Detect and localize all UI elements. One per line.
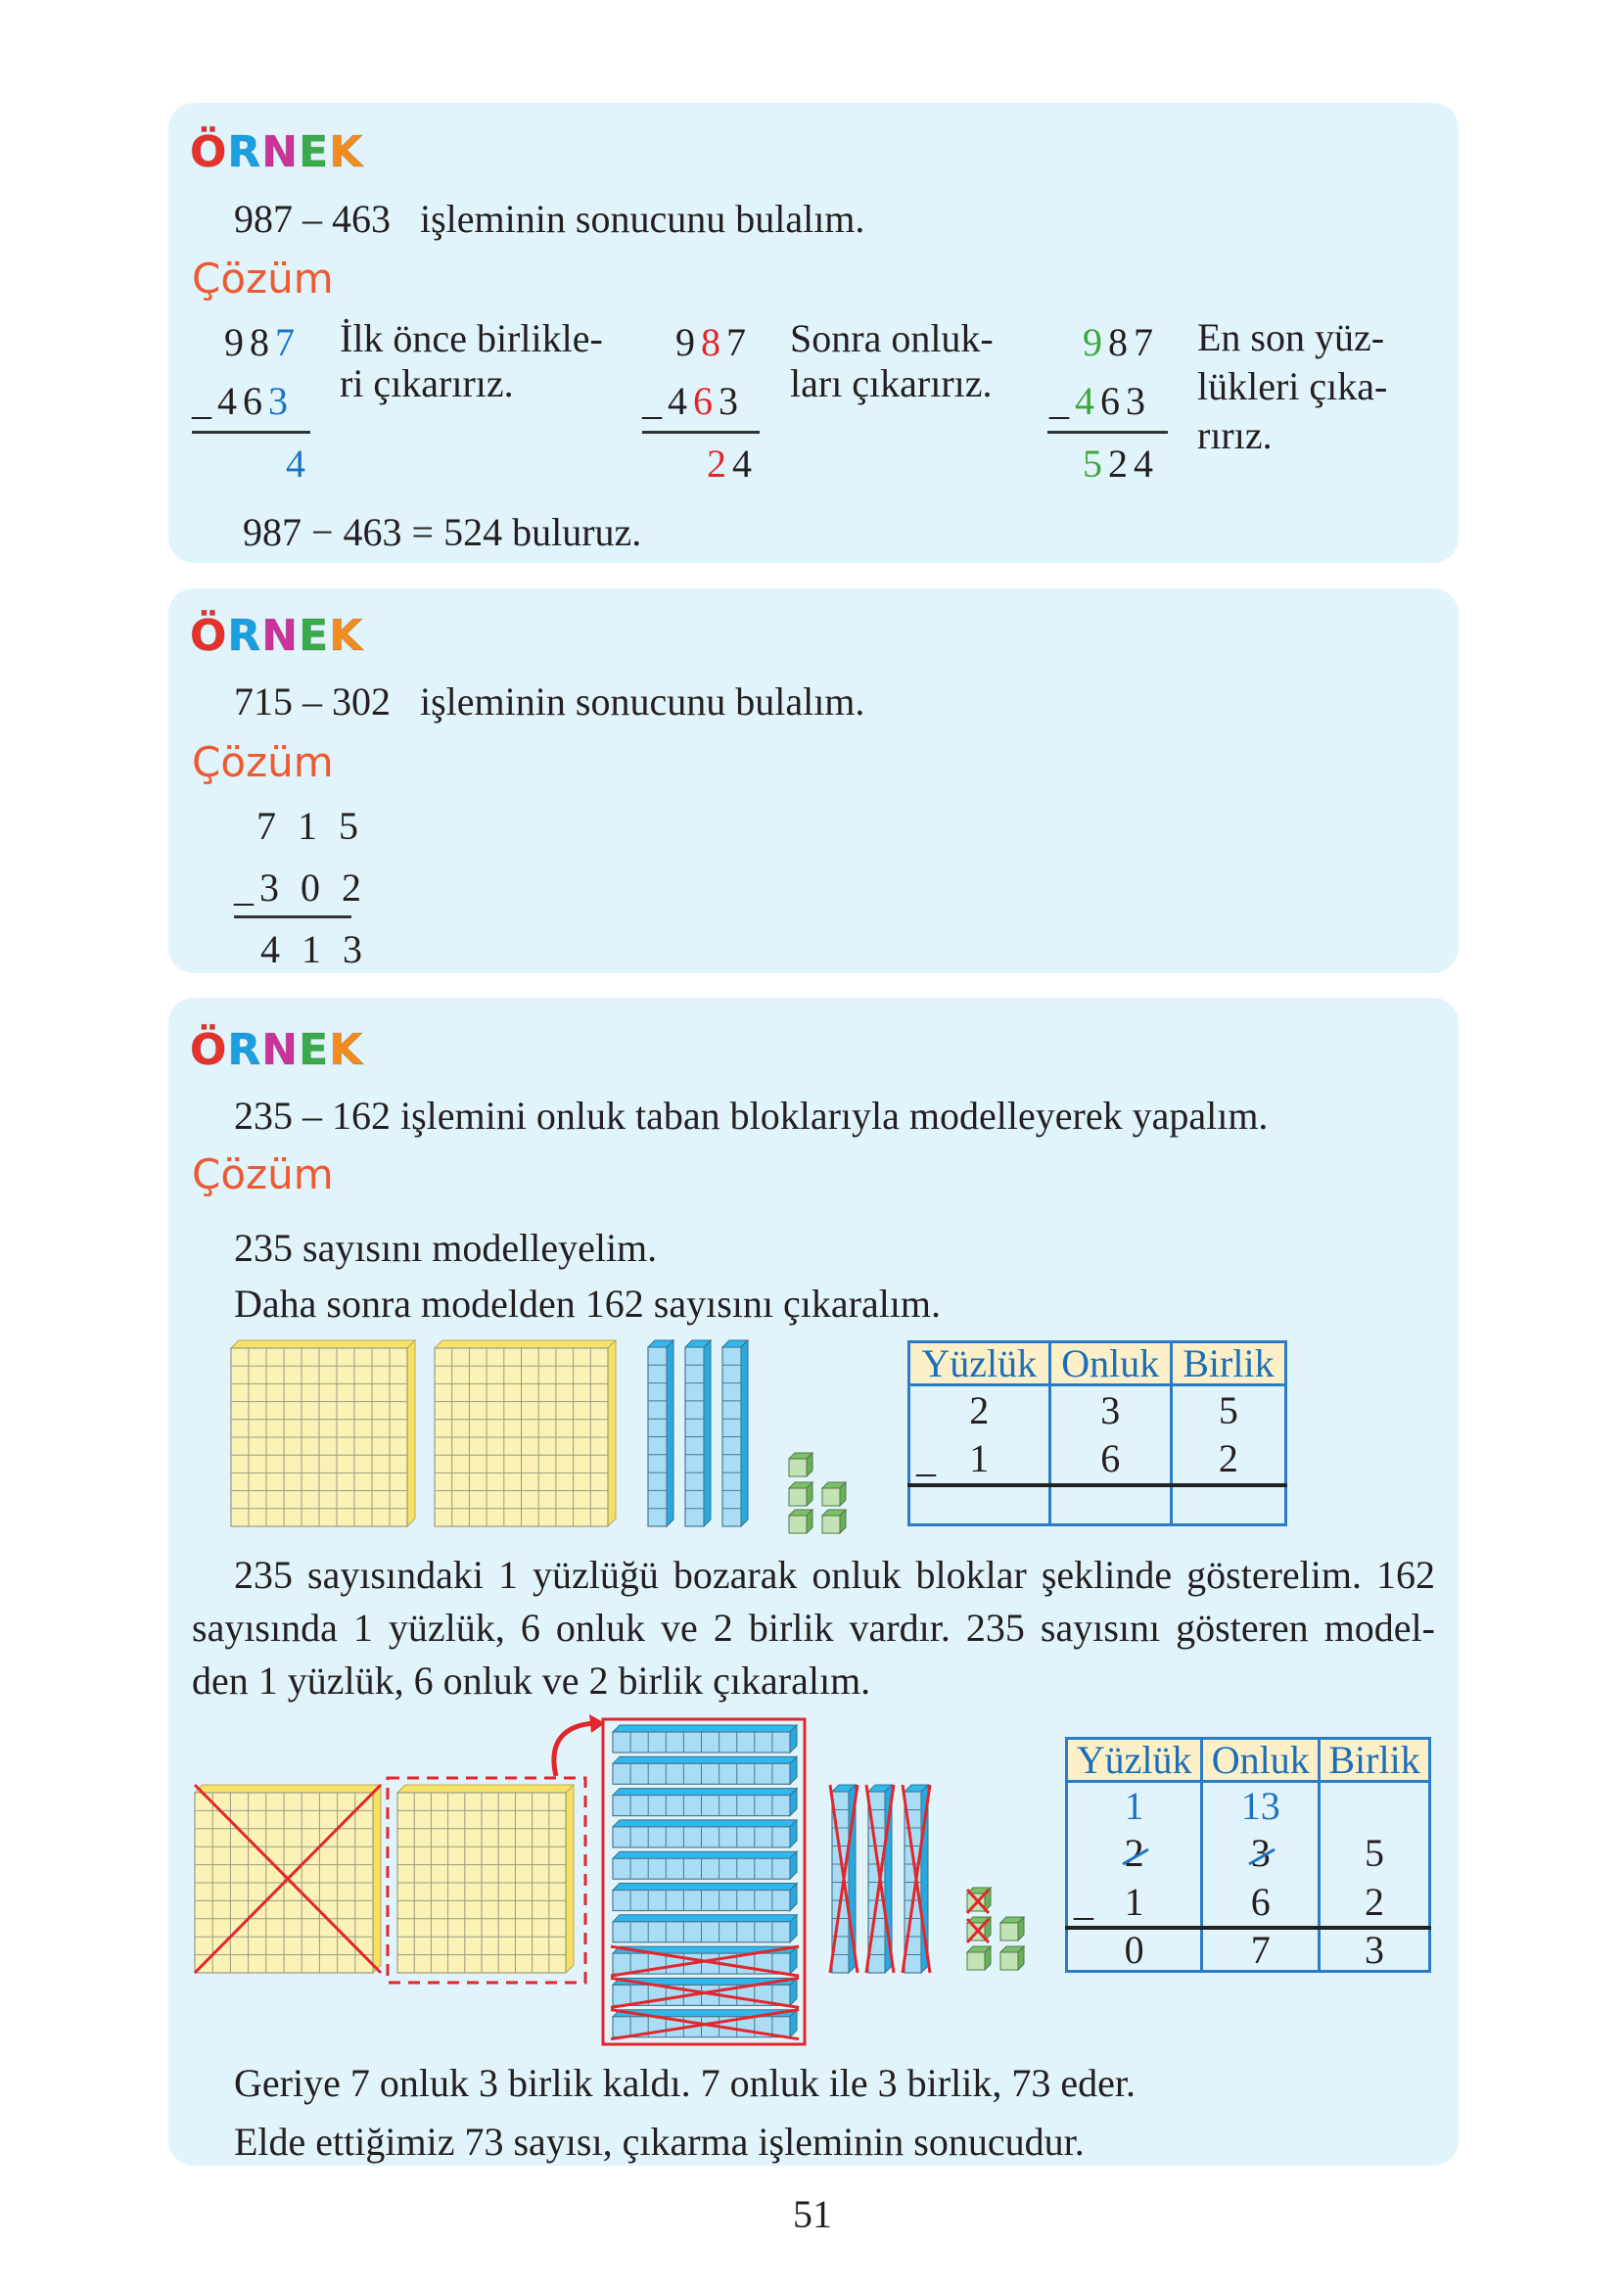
unit-cube bbox=[789, 1482, 812, 1506]
example2-bottom: _3 0 2 bbox=[234, 865, 367, 910]
unit-cube bbox=[822, 1482, 846, 1506]
ten-rod bbox=[613, 1756, 797, 1784]
example1-conclusion: 987 − 463 = 524 buluruz. bbox=[243, 510, 642, 554]
step2-rule bbox=[642, 431, 760, 434]
step2-top: 987 bbox=[675, 320, 752, 364]
ten-rod bbox=[613, 1725, 797, 1753]
example1-prompt: 987 – 463 işleminin sonucunu bulalım. bbox=[234, 197, 865, 241]
example2-top: 7 1 5 bbox=[256, 804, 364, 848]
ten-rod bbox=[613, 1851, 797, 1879]
step3-top: 987 bbox=[1083, 320, 1159, 364]
cozum-heading: Çözüm bbox=[192, 1150, 334, 1198]
unit-cube bbox=[822, 1510, 846, 1533]
regroup-arrow-icon bbox=[554, 1723, 595, 1776]
cozum-heading: Çözüm bbox=[192, 255, 334, 303]
base-ten-model-235 bbox=[225, 1332, 871, 1537]
ten-rod bbox=[613, 1884, 797, 1911]
ornek-heading: ÖRNEK bbox=[190, 127, 364, 177]
step1-rule bbox=[192, 431, 310, 434]
step1-result: 4 bbox=[286, 442, 311, 486]
base-ten-model-regrouping bbox=[186, 1713, 1047, 2051]
cozum-heading: Çözüm bbox=[192, 738, 334, 786]
hundred-flat bbox=[397, 1785, 574, 1973]
step2-bottom: _463 bbox=[642, 379, 744, 423]
step1-top: 987 bbox=[224, 320, 301, 364]
ten-rod bbox=[685, 1340, 711, 1526]
example3-line1: 235 sayısını modelleyelim. bbox=[234, 1226, 658, 1270]
example3-prompt: 235 – 162 işlemini onluk taban bloklarıyla modelleyerek yapalım. bbox=[234, 1094, 1269, 1138]
ornek-heading: ÖRNEK bbox=[190, 1025, 364, 1075]
ornek-heading: ÖRNEK bbox=[190, 611, 364, 661]
step1-text: İlk önce birlikle- ri çıkarırız. bbox=[340, 316, 603, 405]
example3-paragraph: 235 sayısındaki 1 yüzlüğü bozarak onluk bloklar şeklinde gösterelim. 162 sayısında 1 yüzlük, 6 onluk ve 2 birlik vardır. 235 sayısını gösteren model- den 1 yüzlük, 6 onluk ve 2 birlik çıkaralım. bbox=[192, 1553, 1435, 1703]
step2-result: 24 bbox=[707, 442, 758, 486]
example3-line2: Daha sonra modelden 162 sayısını çıkaralım. bbox=[234, 1282, 942, 1326]
hundred-flat bbox=[435, 1340, 616, 1526]
example3-final2: Elde ettiğimiz 73 sayısı, çıkarma işleminin sonucudur. bbox=[234, 2120, 1085, 2164]
unit-cube bbox=[1000, 1917, 1024, 1940]
place-value-table-2: Yüzlük Onluk Birlik 1 13 2 3 5 _ 1 6 2 0 7 3 bbox=[1065, 1737, 1431, 1973]
step3-rule bbox=[1047, 431, 1168, 434]
ten-rod bbox=[613, 1915, 797, 1942]
step3-result: 524 bbox=[1083, 442, 1159, 486]
example2-rule bbox=[234, 915, 351, 918]
hundred-flat bbox=[231, 1340, 415, 1526]
place-value-table-1: Yüzlük Onluk Birlik 2 3 5 _ 1 6 2 bbox=[907, 1340, 1287, 1526]
ten-rod bbox=[613, 1789, 797, 1816]
step1-bottom: _463 bbox=[192, 379, 294, 423]
example2-prompt: 715 – 302 işleminin sonucunu bulalım. bbox=[234, 679, 865, 724]
step3-text: En son yüz- lükleri çıka- rırız. bbox=[1197, 315, 1388, 457]
ten-rod bbox=[722, 1340, 748, 1526]
ten-rod bbox=[648, 1340, 673, 1526]
unit-cube bbox=[967, 1946, 991, 1970]
example3-final1: Geriye 7 onluk 3 birlik kaldı. 7 onluk ile 3 birlik, 73 eder. bbox=[234, 2061, 1136, 2105]
unit-cube bbox=[1000, 1946, 1024, 1970]
unit-cube bbox=[789, 1453, 812, 1476]
example2-result: 4 1 3 bbox=[260, 927, 368, 971]
step2-text: Sonra onluk- ları çıkarırız. bbox=[790, 316, 994, 405]
step3-bottom: _463 bbox=[1049, 379, 1151, 423]
unit-cube bbox=[789, 1510, 812, 1533]
ten-rod bbox=[613, 1820, 797, 1847]
page-number: 51 bbox=[793, 2192, 832, 2236]
